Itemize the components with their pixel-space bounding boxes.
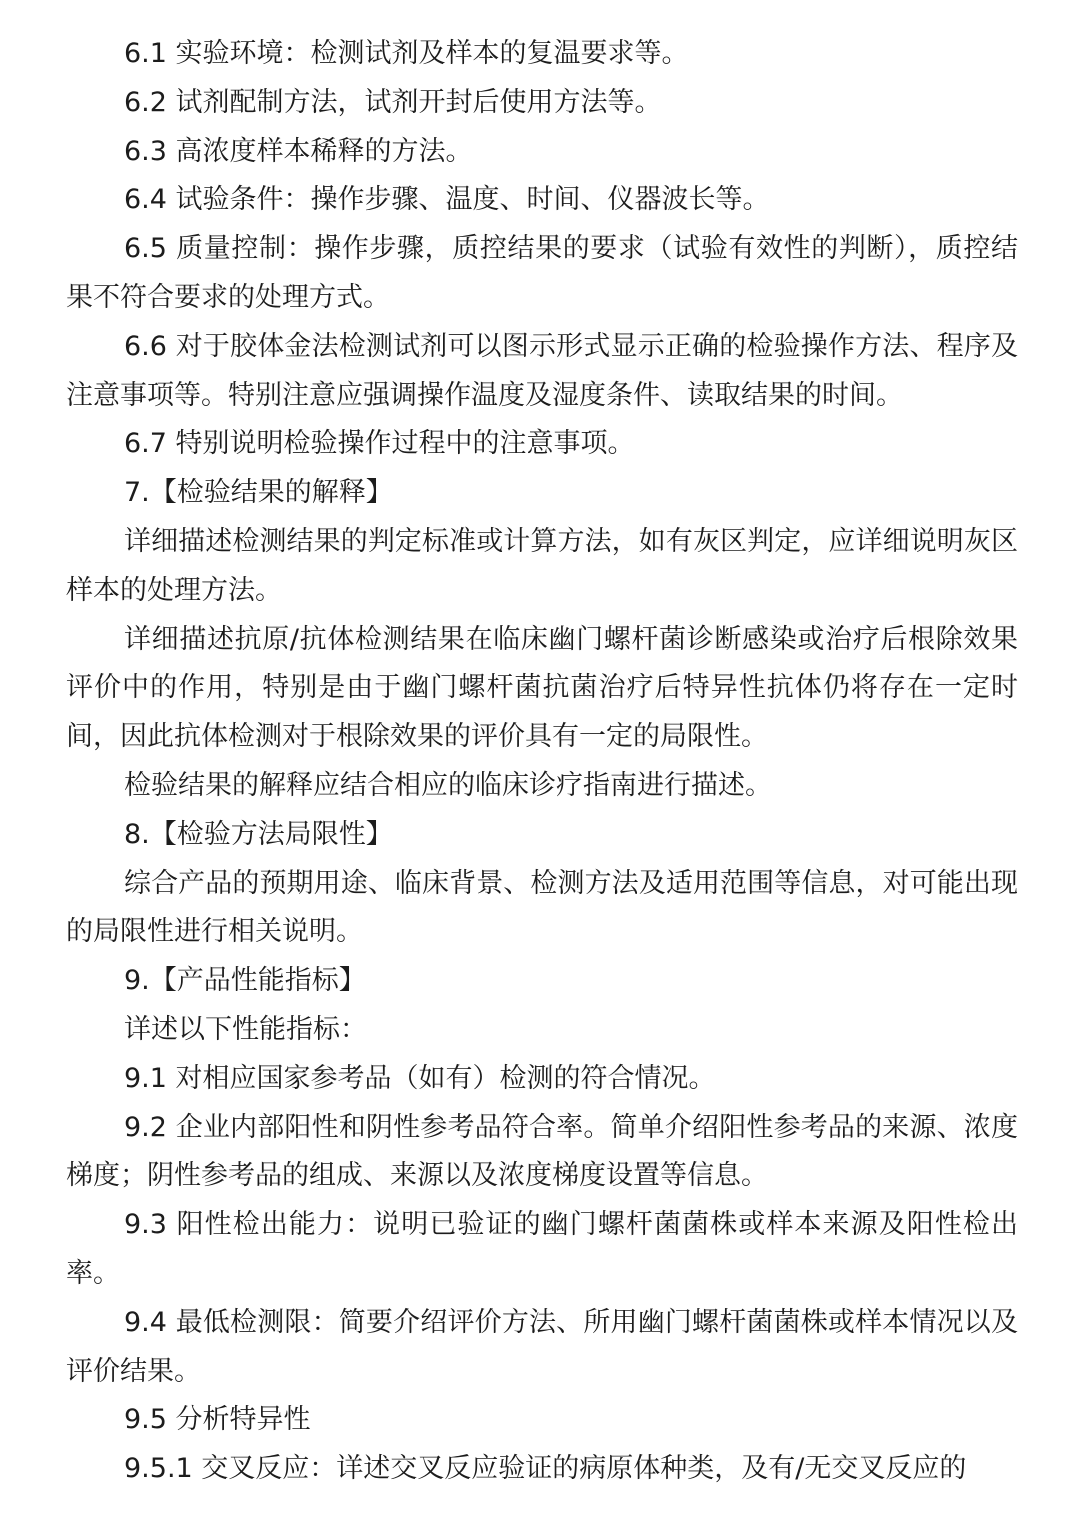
paragraph-9-3: 9.3 阳性检出能力：说明已验证的幽门螺杆菌菌株或样本来源及阳性检出率。 [66, 1209, 1018, 1289]
paragraph-9-4: 9.4 最低检测限：简要介绍评价方法、所用幽门螺杆菌菌株或样本情况以及评价结果。 [66, 1306, 1018, 1387]
paragraph-6-3: 6.3 高浓度样本稀释的方法。 [124, 135, 473, 167]
paragraph-8: 综合产品的预期用途、临床背景、检测方法及适用范围等信息，对可能出现的局限性进行相关说明。 [66, 867, 1018, 948]
paragraph-7-a: 详细描述检测结果的判定标准或计算方法，如有灰区判定，应详细说明灰区样本的处理方法。 [66, 525, 1018, 606]
paragraph-6-7: 6.7 特别说明检验操作过程中的注意事项。 [124, 428, 635, 460]
paragraph-9-5: 9.5 分析特异性 [124, 1404, 311, 1436]
section-heading-8: 8.【检验方法局限性】 [124, 818, 393, 850]
section-heading-9: 9.【产品性能指标】 [124, 965, 366, 997]
section-heading-7: 7.【检验结果的解释】 [124, 477, 393, 509]
paragraph-6-5: 6.5 质量控制：操作步骤，质控结果的要求（试验有效性的判断），质控结果不符合要求的处理方式。 [66, 233, 1018, 313]
paragraph-6-4: 6.4 试验条件：操作步骤、温度、时间、仪器波长等。 [124, 184, 770, 216]
paragraph-9-5-1: 9.5.1 交叉反应：详述交叉反应验证的病原体种类，及有/无交叉反应的 [124, 1453, 967, 1485]
document-body [66, 30, 1018, 1494]
paragraph-6-1: 6.1 实验环境：检测试剂及样本的复温要求等。 [124, 38, 689, 69]
paragraph-9-intro: 详述以下性能指标： [124, 1013, 367, 1045]
paragraph-7-b: 详细描述抗原/抗体检测结果在临床幽门螺杆菌诊断感染或治疗后根除效果评价中的作用，特别是由于幽门螺杆菌抗菌治疗后特异性抗体仍将存在一定时间，因此抗体检测对于根除效果的评价具有一定的局限性。 [66, 623, 1018, 753]
paragraph-6-6: 6.6 对于胶体金法检测试剂可以图示形式显示正确的检验操作方法、程序及注意事项等。特别注意应强调操作温度及湿度条件、读取结果的时间。 [66, 330, 1018, 411]
paragraph-7-c: 检验结果的解释应结合相应的临床诊疗指南进行描述。 [124, 769, 772, 801]
paragraph-9-2: 9.2 企业内部阳性和阴性参考品符合率。简单介绍阳性参考品的来源、浓度梯度；阴性参考品的组成、来源以及浓度梯度设置等信息。 [66, 1111, 1018, 1192]
paragraph-6-2: 6.2 试剂配制方法，试剂开封后使用方法等。 [124, 86, 662, 118]
paragraph-9-1: 9.1 对相应国家参考品（如有）检测的符合情况。 [124, 1062, 716, 1094]
